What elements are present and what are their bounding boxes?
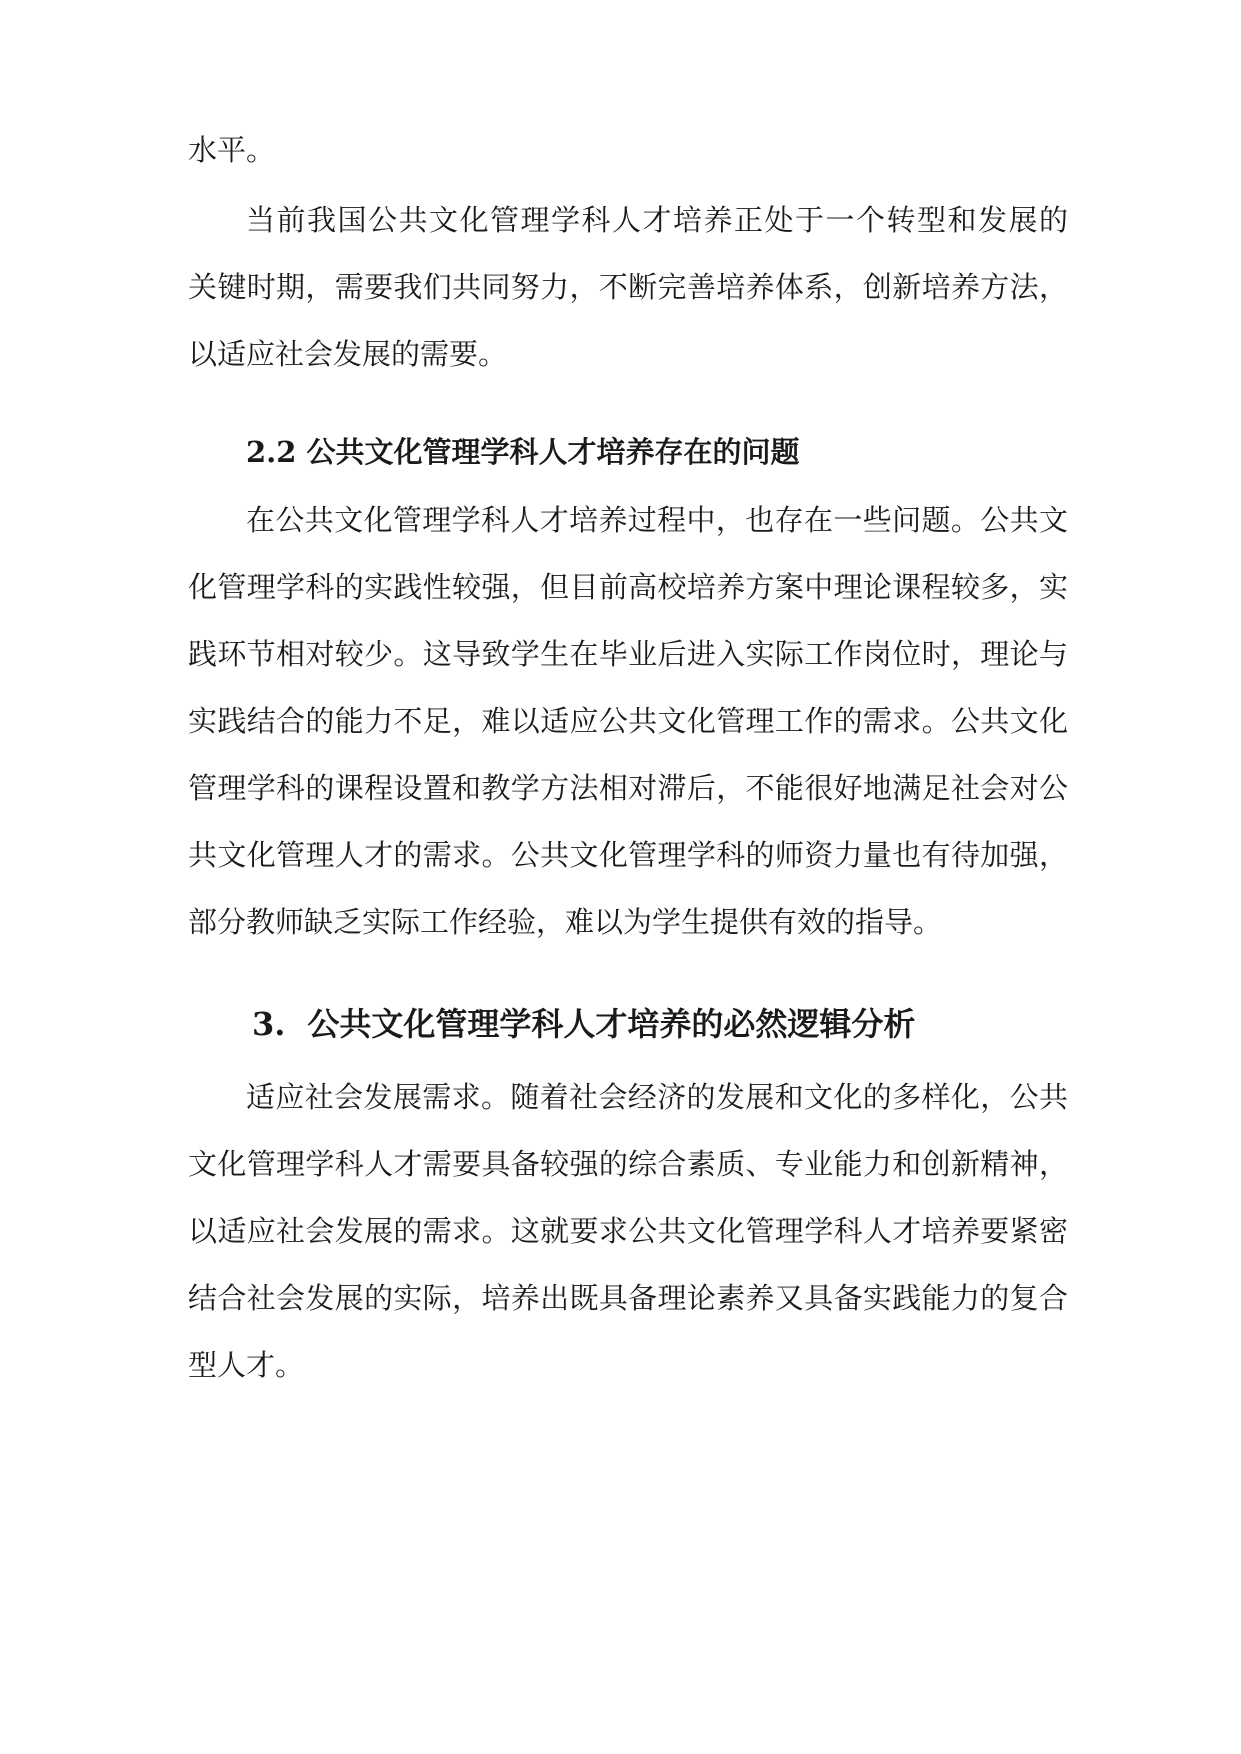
paragraph-line: 以适应社会发展的需求。这就要求公共文化管理学科人才培养要紧密 [188, 1214, 1068, 1248]
paragraph-line: 管理学科的课程设置和教学方法相对滞后，不能很好地满足社会对公 [188, 771, 1068, 805]
section-heading-3 [252, 1002, 915, 1046]
section-title: 公共文化管理学科人才培养的必然逻辑分析 [307, 1005, 916, 1043]
paragraph-line: 适应社会发展需求。随着社会经济的发展和文化的多样化，公共 [246, 1080, 1068, 1114]
section-number: 3. [252, 1005, 286, 1043]
paragraph-line: 共文化管理人才的需求。公共文化管理学科的师资力量也有待加强， [188, 838, 1068, 872]
paragraph-line: 以适应社会发展的需要。 [188, 337, 508, 371]
paragraph-line: 部分教师缺乏实际工作经验，难以为学生提供有效的指导。 [188, 905, 943, 939]
paragraph-line: 实践结合的能力不足，难以适应公共文化管理工作的需求。公共文化 [188, 704, 1068, 738]
paragraph-line: 型人才。 [188, 1348, 305, 1382]
paragraph-line: 在公共文化管理学科人才培养过程中，也存在一些问题。公共文 [246, 503, 1068, 537]
section-heading-2-2: 2.2 公共文化管理学科人才培养存在的问题 [246, 435, 800, 469]
paragraph-line: 水平。 [188, 133, 276, 167]
paragraph-line: 化管理学科的实践性较强，但目前高校培养方案中理论课程较多，实 [188, 570, 1068, 604]
paragraph-line: 文化管理学科人才需要具备较强的综合素质、专业能力和创新精神， [188, 1147, 1068, 1181]
paragraph-line: 关键时期，需要我们共同努力，不断完善培养体系，创新培养方法， [188, 270, 1068, 304]
paragraph-line: 当前我国公共文化管理学科人才培养正处于一个转型和发展的 [246, 203, 1068, 237]
paragraph-line: 践环节相对较少。这导致学生在毕业后进入实际工作岗位时，理论与 [188, 637, 1068, 671]
paragraph-line: 结合社会发展的实际，培养出既具备理论素养又具备实践能力的复合 [188, 1281, 1068, 1315]
